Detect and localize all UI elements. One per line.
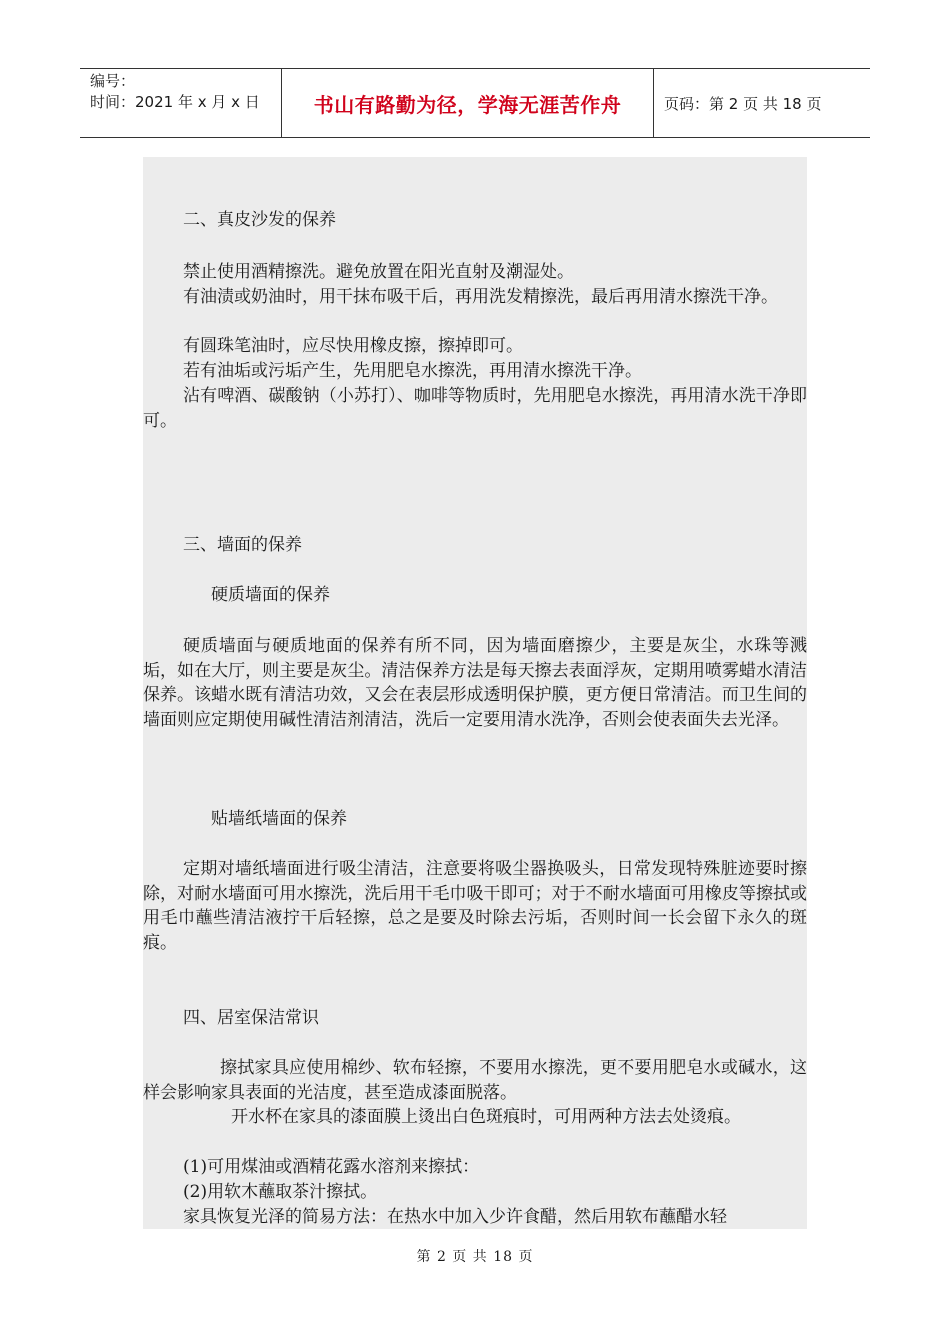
document-number: 编号： <box>90 72 136 90</box>
s4-list-item-1: (1)可用煤油或酒精花露水溶剂来擦拭： <box>183 1157 480 1177</box>
page-footer: 第 2 页 共 18 页 <box>416 1249 534 1265</box>
header-center <box>282 69 654 137</box>
s2-paragraph-5: 沾有啤酒、碳酸钠（小苏打）、咖啡等物质时，先用肥皂水擦洗，再用清水洗干净即可。 <box>143 386 807 431</box>
s2-paragraph-2: 有油渍或奶油时，用干抹布吸干后，再用洗发精擦洗，最后再用清水擦洗干净。 <box>183 287 778 307</box>
s4-paragraph-1: 擦拭家具应使用棉纱、软布轻擦，不要用水擦洗，更不要用肥皂水或碱水，这样会影响家具表面的光洁度，甚至造成漆面脱落。 <box>143 1058 807 1103</box>
s4-paragraph-3: 家具恢复光泽的简易方法：在热水中加入少许食醋，然后用软布蘸醋水轻 <box>183 1207 727 1227</box>
document-date: 时间：2021 年 x 月 x 日 <box>90 93 260 111</box>
s4-paragraph-2: 开水杯在家具的漆面膜上烫出白色斑痕时，可用两种方法去处烫痕。 <box>231 1107 741 1127</box>
section-2-title: 二、真皮沙发的保养 <box>183 210 336 230</box>
s2-paragraph-1: 禁止使用酒精擦洗。避免放置在阳光直射及潮湿处。 <box>183 262 574 282</box>
section-3-title: 三、墙面的保养 <box>183 535 302 555</box>
document-body <box>143 157 807 1229</box>
s4-list-item-2: (2)用软木蘸取茶汁擦拭。 <box>183 1182 378 1202</box>
s3-subtitle-2: 贴墙纸墙面的保养 <box>211 809 347 829</box>
header-left <box>80 69 282 137</box>
motto: 书山有路勤为径，学海无涯苦作舟 <box>313 92 622 117</box>
s3-paragraph-2: 定期对墙纸墙面进行吸尘清洁，注意要将吸尘器换吸头，日常发现特殊脏迹要时擦除，对耐水墙面可用水擦洗，洗后用干毛巾吸干即可；对于不耐水墙面可用橡皮等擦拭或用毛巾蘸些清洁液拧干后轻擦，总之是要及时除去污垢，否则时间一长会留下永久的斑痕。 <box>143 859 807 953</box>
s3-subtitle-1: 硬质墙面的保养 <box>211 585 330 605</box>
s2-paragraph-4: 若有油垢或污垢产生，先用肥皂水擦洗，再用清水擦洗干净。 <box>183 361 642 381</box>
header-page-info: 页码：第 2 页 共 18 页 <box>664 94 822 113</box>
section-4-title: 四、居室保洁常识 <box>183 1008 319 1028</box>
s2-paragraph-3: 有圆珠笔油时，应尽快用橡皮擦，擦掉即可。 <box>183 336 523 356</box>
s3-paragraph-1: 硬质墙面与硬质地面的保养有所不同，因为墙面磨擦少，主要是灰尘，水珠等溅垢，如在大厅，则主要是灰尘。清洁保养方法是每天擦去表面浮灰，定期用喷雾蜡水清洁保养。该蜡水既有清洁功效，又会在表层形成透明保护膜，更方便日常清洁。而卫生间的墙面则应定期使用碱性清洁剂清洁，洗后一定要用清水洗净，否则会使表面失去光泽。 <box>143 636 807 730</box>
page-header <box>80 68 870 138</box>
